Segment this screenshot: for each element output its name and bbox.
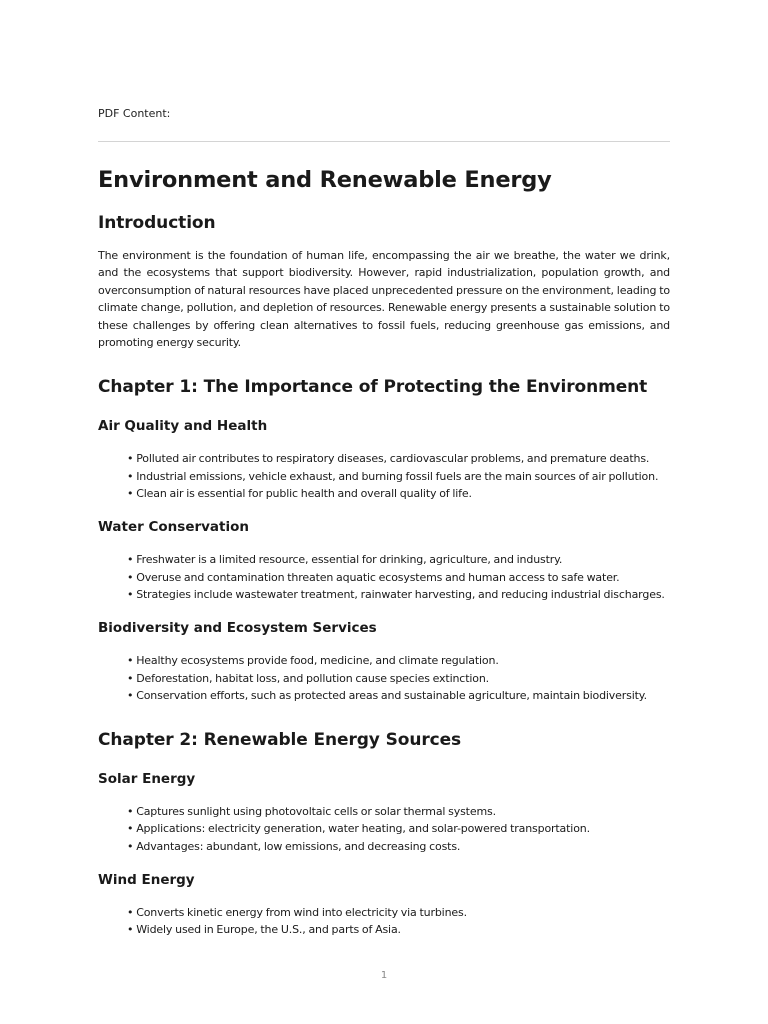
list-item: • Healthy ecosystems provide food, medicine, and climate regulation. bbox=[127, 652, 670, 669]
list-item: • Applications: electricity generation, water heating, and solar-powered transportation. bbox=[127, 820, 670, 837]
biodiversity-list bbox=[98, 652, 670, 704]
list-item: • Deforestation, habitat loss, and pollution cause species extinction. bbox=[127, 670, 670, 687]
list-item: • Clean air is essential for public health and overall quality of life. bbox=[127, 485, 670, 502]
section-heading-air-quality: Air Quality and Health bbox=[98, 418, 268, 435]
chapter-1-heading: Chapter 1: The Importance of Protecting the Environment bbox=[98, 377, 648, 398]
section-heading-water-conservation: Water Conservation bbox=[98, 519, 250, 536]
document-content bbox=[98, 164, 670, 939]
list-item: • Strategies include wastewater treatment, rainwater harvesting, and reducing industrial discharges. bbox=[127, 586, 670, 603]
section-heading-biodiversity: Biodiversity and Ecosystem Services bbox=[98, 620, 377, 637]
page-number: 1 bbox=[380, 970, 388, 981]
introduction-paragraph: The environment is the foundation of human life, encompassing the air we breathe, the water we drink, and the ecosystems that support biodiversity. However, rapid industrialization, population growth, and overconsumption of natural resources have placed unprecedented pressure on the environment, leading to climate change, pollution, and depletion of resources. Renewable energy presents a sustainable solution to these challenges by offering clean alternatives to fossil fuels, reducing greenhouse gas emissions, and promoting energy security. bbox=[98, 249, 670, 350]
section-heading-wind-energy: Wind Energy bbox=[98, 872, 195, 888]
document-title: Environment and Renewable Energy bbox=[98, 167, 552, 193]
header-divider bbox=[98, 141, 670, 142]
section-heading-solar-energy: Solar Energy bbox=[98, 771, 196, 788]
list-item: • Converts kinetic energy from wind into electricity via turbines. bbox=[127, 904, 670, 921]
introduction-heading: Introduction bbox=[98, 213, 216, 233]
water-conservation-list bbox=[98, 551, 670, 603]
chapter-2-heading: Chapter 2: Renewable Energy Sources bbox=[98, 730, 462, 751]
list-item: • Captures sunlight using photovoltaic cells or solar thermal systems. bbox=[127, 803, 670, 820]
air-quality-list bbox=[98, 450, 670, 502]
wind-energy-list bbox=[98, 904, 670, 939]
list-item: • Industrial emissions, vehicle exhaust, and burning fossil fuels are the main sources of air pollution. bbox=[127, 468, 670, 485]
pdf-content-label: PDF Content: bbox=[98, 107, 171, 120]
list-item: • Overuse and contamination threaten aquatic ecosystems and human access to safe water. bbox=[127, 569, 670, 586]
list-item: • Advantages: abundant, low emissions, and decreasing costs. bbox=[127, 838, 670, 855]
list-item: • Freshwater is a limited resource, essential for drinking, agriculture, and industry. bbox=[127, 551, 670, 568]
list-item: • Conservation efforts, such as protected areas and sustainable agriculture, maintain biodiversity. bbox=[127, 687, 670, 704]
list-item: • Polluted air contributes to respiratory diseases, cardiovascular problems, and premature deaths. bbox=[127, 450, 670, 467]
list-item: • Widely used in Europe, the U.S., and parts of Asia. bbox=[127, 921, 670, 938]
solar-energy-list bbox=[98, 803, 670, 855]
